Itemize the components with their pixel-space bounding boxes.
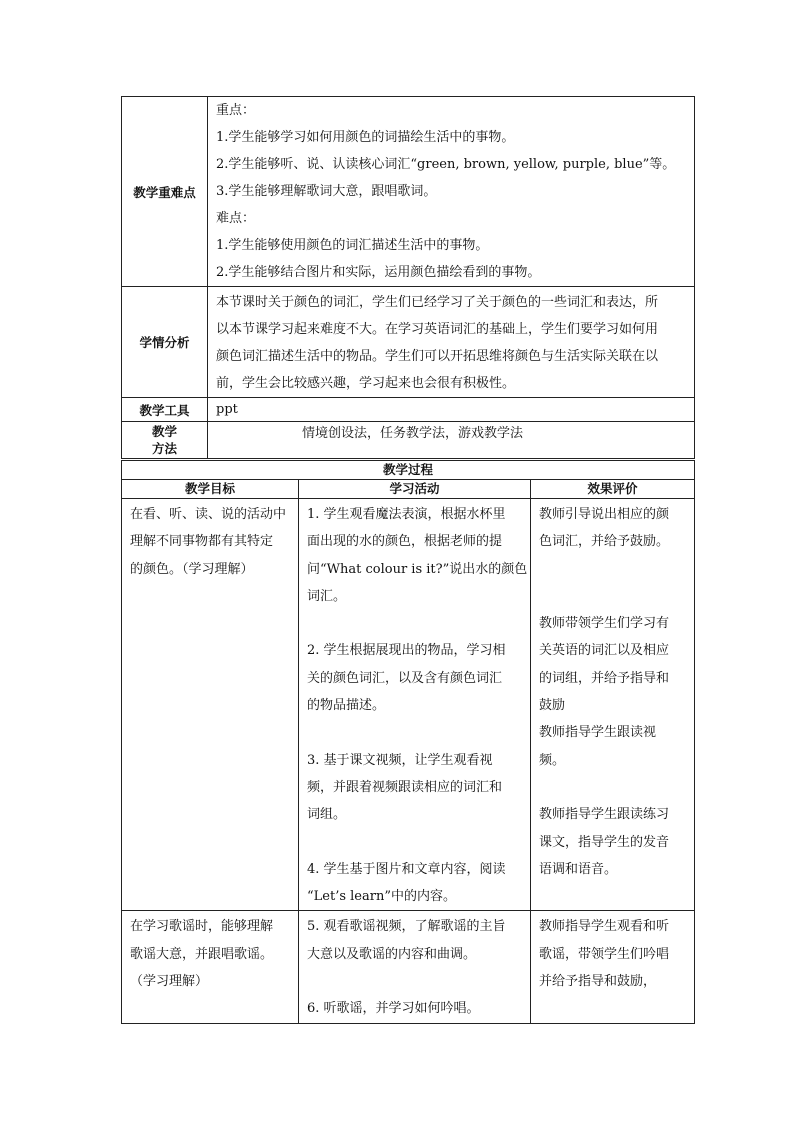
text-line: 6. 听歌谣，并学习如何吟唱。 (307, 1001, 480, 1017)
text-line: 4. 学生基于图片和文章内容，阅读 (307, 861, 506, 877)
text-line: 并给予指导和鼓励， (539, 974, 657, 990)
spacer (307, 968, 525, 995)
text-line: 教师指导学生跟读视 (539, 725, 657, 741)
text-line: 词汇。 (307, 588, 347, 604)
text-line: 1.学生能够使用颜色的词汇描述生活中的事物。 (216, 238, 489, 253)
text-line: （学习理解） (130, 974, 209, 990)
learner-analysis-content (208, 287, 695, 398)
text-line: 歌谣大意，并跟唱歌谣。 (130, 946, 274, 962)
text-line: 大意以及歌谣的内容和曲调。 (307, 946, 477, 962)
text-line: 教师指导学生观看和听 (539, 919, 670, 935)
text-line: 在看、听、读、说的活动中 (130, 507, 287, 522)
process-table (121, 460, 695, 1024)
methods-label-line: 教学 (151, 424, 177, 439)
goal-cell-2 (122, 911, 299, 1023)
text-line: 关英语的词汇以及相应 (539, 643, 670, 659)
key-difficult-content (208, 97, 695, 287)
activity-cell-1 (299, 499, 531, 911)
text-line: 教师带领学生们学习有 (539, 616, 670, 632)
text-line: 的颜色。（学习理解） (130, 561, 254, 577)
spacer (539, 774, 689, 801)
text-line: 频。 (539, 752, 566, 768)
text-line: 鼓励 (539, 698, 566, 714)
spacer (307, 829, 525, 856)
text-line: 问“What colour is it?”说出水的颜色 (307, 561, 528, 577)
text-line: 课文，指导学生的发音 (539, 834, 670, 850)
text-line: 1.学生能够学习如何用颜色的词描绘生活中的事物。 (216, 130, 515, 145)
text-line: 色词汇，并给予鼓励。 (539, 534, 670, 550)
text-line: 词组。 (307, 807, 347, 823)
text-line: 重点： (216, 103, 256, 118)
text-line: 教师引导说出相应的颜 (539, 507, 670, 522)
text-line: 难点： (216, 211, 256, 226)
spacer (307, 610, 525, 637)
text-line: 以本节课学习起来难度不大。在学习英语词汇的基础上，学生们要学习如何用 (216, 322, 659, 337)
methods-label-line: 方法 (151, 441, 177, 456)
text-line: 面出现的水的颜色，根据老师的提 (307, 534, 503, 550)
text-line: 关的颜色词汇，以及含有颜色词汇 (307, 670, 503, 686)
header-evaluation: 效果评价 (531, 480, 695, 499)
key-difficult-label: 教学重难点 (122, 97, 208, 287)
text-line: 歌谣，带领学生们吟唱 (539, 946, 670, 962)
methods-label (122, 422, 208, 459)
tools-value: ppt (208, 398, 695, 422)
text-line: 语调和语音。 (539, 861, 618, 877)
text-line: 2.学生能够听、说、认读核心词汇“green, brown, yellow, purple, blue”等。 (216, 157, 676, 172)
activity-cell-2 (299, 911, 531, 1023)
tools-label: 教学工具 (122, 398, 208, 422)
text-line: 1. 学生观看魔法表演，根据水杯里 (307, 507, 506, 522)
text-line: 教师指导学生跟读练习 (539, 807, 670, 823)
text-line: 前，学生会比较感兴趣，学习起来也会很有积极性。 (216, 376, 516, 391)
spacer (539, 556, 689, 583)
text-line: “Let’s learn”中的内容。 (307, 889, 456, 905)
methods-value: 情境创设法，任务教学法，游戏教学法 (208, 422, 695, 459)
process-title: 教学过程 (122, 461, 695, 480)
text-line: 在学习歌谣时，能够理解 (130, 919, 274, 935)
text-line: 3. 基于课文视频，让学生观看视 (307, 752, 493, 768)
header-activity: 学习活动 (299, 480, 531, 499)
text-line: 的词组，并给予指导和 (539, 670, 670, 686)
text-line: 5. 观看歌谣视频，了解歌谣的主旨 (307, 919, 506, 935)
text-line: 频，并跟着视频跟读相应的词汇和 (307, 779, 503, 795)
goal-cell-1 (122, 499, 299, 911)
text-line: 2.学生能够结合图片和实际，运用颜色描绘看到的事物。 (216, 265, 541, 280)
evaluation-cell-1 (531, 499, 695, 911)
evaluation-cell-2 (531, 911, 695, 1023)
text-line: 理解不同事物都有其特定 (130, 534, 274, 550)
text-line: 的物品描述。 (307, 698, 386, 714)
header-goal: 教学目标 (122, 480, 299, 499)
text-line: 2. 学生根据展现出的物品，学习相 (307, 643, 506, 659)
text-line: 3.学生能够理解歌词大意，跟唱歌词。 (216, 184, 437, 199)
text-line: 本节课时关于颜色的词汇，学生们已经学习了关于颜色的一些词汇和表达，所 (216, 295, 659, 310)
spacer (539, 583, 689, 610)
text-line: 颜色词汇描述生活中的物品。学生们可以开拓思维将颜色与生活实际关联在以 (216, 349, 659, 364)
learner-analysis-label: 学情分析 (122, 287, 208, 398)
spacer (307, 719, 525, 746)
upper-table (121, 96, 695, 459)
